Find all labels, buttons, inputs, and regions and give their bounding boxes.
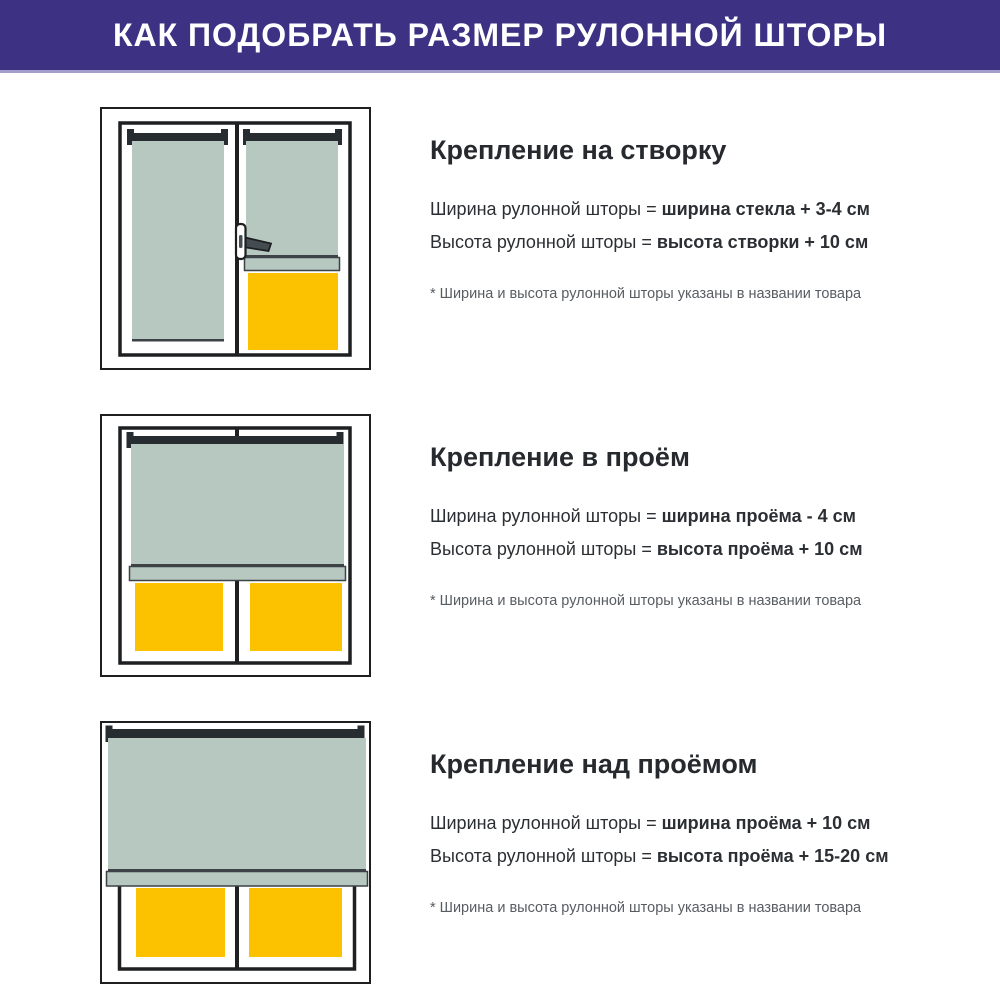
roller-bar-right [246, 133, 338, 141]
height-formula [430, 840, 900, 873]
width-formula-value: ширина проёма + 10 см [661, 813, 871, 833]
page-title: КАК ПОДОБРАТЬ РАЗМЕР РУЛОННОЙ ШТОРЫ [112, 16, 888, 53]
section-title: Крепление над проёмом [430, 749, 758, 779]
glass-pane-left [136, 888, 225, 957]
roller-blind-fabric-right [246, 141, 338, 257]
blind-bottom-bar [107, 872, 368, 887]
section-mount-in-opening [100, 414, 960, 677]
width-formula-value: ширина проёма - 4 см [661, 506, 856, 526]
blind-bottom-edge [131, 564, 344, 566]
header-bar [0, 0, 1000, 73]
height-formula-value: высота проёма + 15-20 см [656, 846, 889, 866]
blind-bottom-edge [132, 339, 224, 342]
section-text [430, 133, 900, 304]
height-formula [430, 226, 900, 259]
formulas [430, 500, 900, 566]
height-formula-value: высота створки + 10 см [656, 232, 869, 252]
height-formula-value: высота проёма + 10 см [656, 539, 863, 559]
roller-bar [109, 729, 361, 738]
footnote: * Ширина и высота рулонной шторы указаны в названии товара [430, 286, 862, 302]
height-formula [430, 533, 900, 566]
section-mount-above-opening [100, 721, 960, 984]
height-formula-label: Высота рулонной шторы = [430, 232, 657, 252]
width-formula-label: Ширина рулонной шторы = [430, 199, 662, 219]
footnote: * Ширина и высота рулонной шторы указаны в названии товара [430, 900, 862, 916]
footnote: * Ширина и высота рулонной шторы указаны в названии товара [430, 593, 862, 609]
formulas [430, 193, 900, 259]
roller-blind-fabric [108, 738, 366, 869]
width-formula [430, 193, 900, 226]
width-formula-label: Ширина рулонной шторы = [430, 506, 662, 526]
height-formula-label: Высота рулонной шторы = [430, 846, 657, 866]
section-text [430, 440, 900, 611]
width-formula [430, 500, 900, 533]
blind-bottom-bar [245, 258, 340, 271]
roller-bar [130, 436, 340, 444]
width-formula-value: ширина стекла + 3-4 см [661, 199, 870, 219]
width-formula [430, 807, 900, 840]
width-formula-label: Ширина рулонной шторы = [430, 813, 662, 833]
window-diagram-above-opening-mount [100, 721, 371, 984]
blind-bottom-edge [108, 869, 366, 871]
roller-bar-left [130, 133, 228, 141]
glass-pane-right [249, 888, 342, 957]
formulas [430, 807, 900, 873]
roller-blind-fabric-left [132, 141, 224, 341]
window-diagram-sash-mount [100, 107, 371, 370]
section-mount-on-sash [100, 107, 960, 370]
section-title: Крепление на створку [430, 135, 727, 165]
glass-pane-left [135, 583, 223, 651]
window-diagram-opening-mount [100, 414, 371, 677]
glass-pane-right [248, 273, 338, 350]
section-text [430, 747, 900, 918]
section-title: Крепление в проём [430, 442, 690, 472]
blind-bottom-edge [246, 255, 338, 257]
glass-pane-right [250, 583, 342, 651]
blind-bottom-bar [130, 567, 346, 581]
height-formula-label: Высота рулонной шторы = [430, 539, 657, 559]
roller-blind-fabric [131, 444, 344, 564]
